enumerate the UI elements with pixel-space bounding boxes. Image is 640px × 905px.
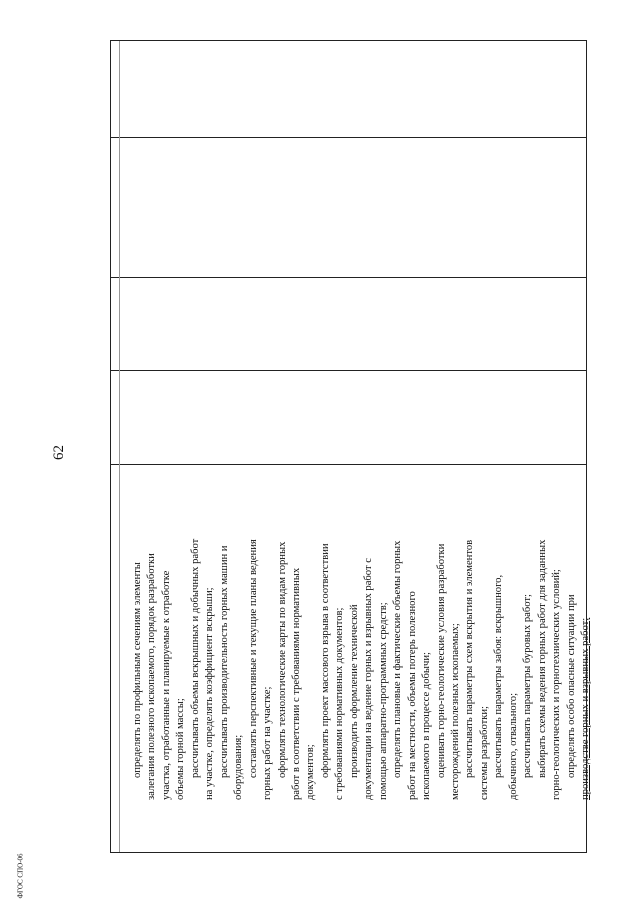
text-line — [449, 463, 463, 800]
text-line-content: участка, отработанные и планируемые к отработке — [160, 570, 172, 800]
text-line — [232, 463, 246, 800]
table-inner-border — [119, 41, 120, 852]
text-line-content: добычного, отвального; — [507, 692, 519, 800]
text-line-content: определять по профильным сечениям элементы — [132, 562, 143, 778]
document-code: ФГОС СПО-06 — [16, 853, 25, 899]
text-line — [131, 463, 145, 800]
text-line-content: с требованиями нормативных документов; — [334, 607, 346, 800]
text-line — [435, 463, 449, 800]
text-line-content: выбирать схемы ведения горных работ для заданных — [536, 539, 548, 778]
text-line-content: определять плановые и фактические объемы горных — [392, 540, 404, 778]
text-line-content: документов; — [305, 744, 317, 800]
table-row-divider — [111, 277, 586, 278]
text-line-content: на участке, определять коэффициент вскрыши; — [204, 587, 216, 800]
text-line — [189, 463, 203, 800]
text-line — [333, 463, 347, 800]
text-line-content: рассчитывать параметры забоя: вскрышного, — [493, 574, 505, 778]
text-line — [521, 463, 535, 800]
text-line — [565, 463, 579, 800]
text-line — [362, 463, 376, 800]
text-line-content: составлять перспективные и текущие планы ведения — [247, 539, 259, 778]
text-line-content: рассчитывать параметры схем вскрытия и элементов — [464, 539, 476, 778]
text-line — [174, 463, 188, 800]
text-line-content: помощью аппаратно-программных средств; — [377, 602, 389, 800]
text-line — [348, 463, 362, 800]
page-number: 62 — [51, 445, 67, 460]
text-line — [203, 463, 217, 800]
text-line — [145, 463, 159, 800]
text-line-content: ископаемого в процессе добычи; — [421, 652, 433, 800]
text-line-content: горно-геологических и горнотехнических условий; — [551, 569, 563, 800]
skills-cell — [125, 463, 600, 806]
text-line — [406, 463, 420, 800]
text-line — [304, 463, 318, 800]
text-line-content: производить оформление технической — [348, 604, 360, 778]
table-row-divider — [111, 137, 586, 138]
text-line — [550, 463, 564, 800]
text-line — [536, 463, 550, 800]
text-line — [463, 463, 477, 800]
text-line-content: работ в соответствии с требованиями нормативных — [290, 567, 302, 800]
text-line-content: оборудования; — [233, 734, 245, 800]
table-row-divider — [111, 370, 586, 371]
text-line — [261, 463, 275, 800]
text-line-content: горных работ на участке; — [262, 686, 274, 800]
text-line-content: рассчитывать производительность горных машин и — [218, 545, 230, 778]
text-line-content: определять особо опасные ситуации при — [565, 594, 577, 778]
text-line — [218, 463, 232, 800]
text-line — [507, 463, 521, 800]
text-line-content: производстве горных и взрывных работ; — [580, 617, 592, 800]
text-line-content: оформлять проект массового взрыва в соответствии — [319, 543, 331, 778]
text-line-content: документации на ведение горных и взрывных работ с — [363, 558, 375, 800]
text-line — [290, 463, 304, 800]
text-line-content: объемы горной массы; — [175, 698, 187, 800]
text-line-content: месторождений полезных ископаемых; — [449, 623, 461, 800]
skills-text — [125, 463, 600, 806]
text-line-content: оценивать горно-геологические условия разработки — [435, 543, 447, 778]
text-line — [247, 463, 261, 800]
text-line — [377, 463, 391, 800]
text-line — [276, 463, 290, 800]
text-line-content: системы разработки; — [478, 706, 490, 800]
text-line-content: работ на местности, объемы потерь полезного — [406, 591, 418, 800]
text-line — [478, 463, 492, 800]
text-line — [579, 463, 593, 800]
text-line-content: оформлять технологические карты по видам горных — [276, 541, 288, 778]
text-line — [420, 463, 434, 800]
text-line — [319, 463, 333, 800]
text-line-content: залегания полезного ископаемого, порядок разработки — [146, 553, 158, 800]
text-line — [160, 463, 174, 800]
text-line — [391, 463, 405, 800]
text-line-content: рассчитывать объемы вскрышных и добычных работ — [189, 538, 201, 778]
text-line — [492, 463, 506, 800]
text-line-content: рассчитывать параметры буровых работ; — [522, 594, 534, 778]
